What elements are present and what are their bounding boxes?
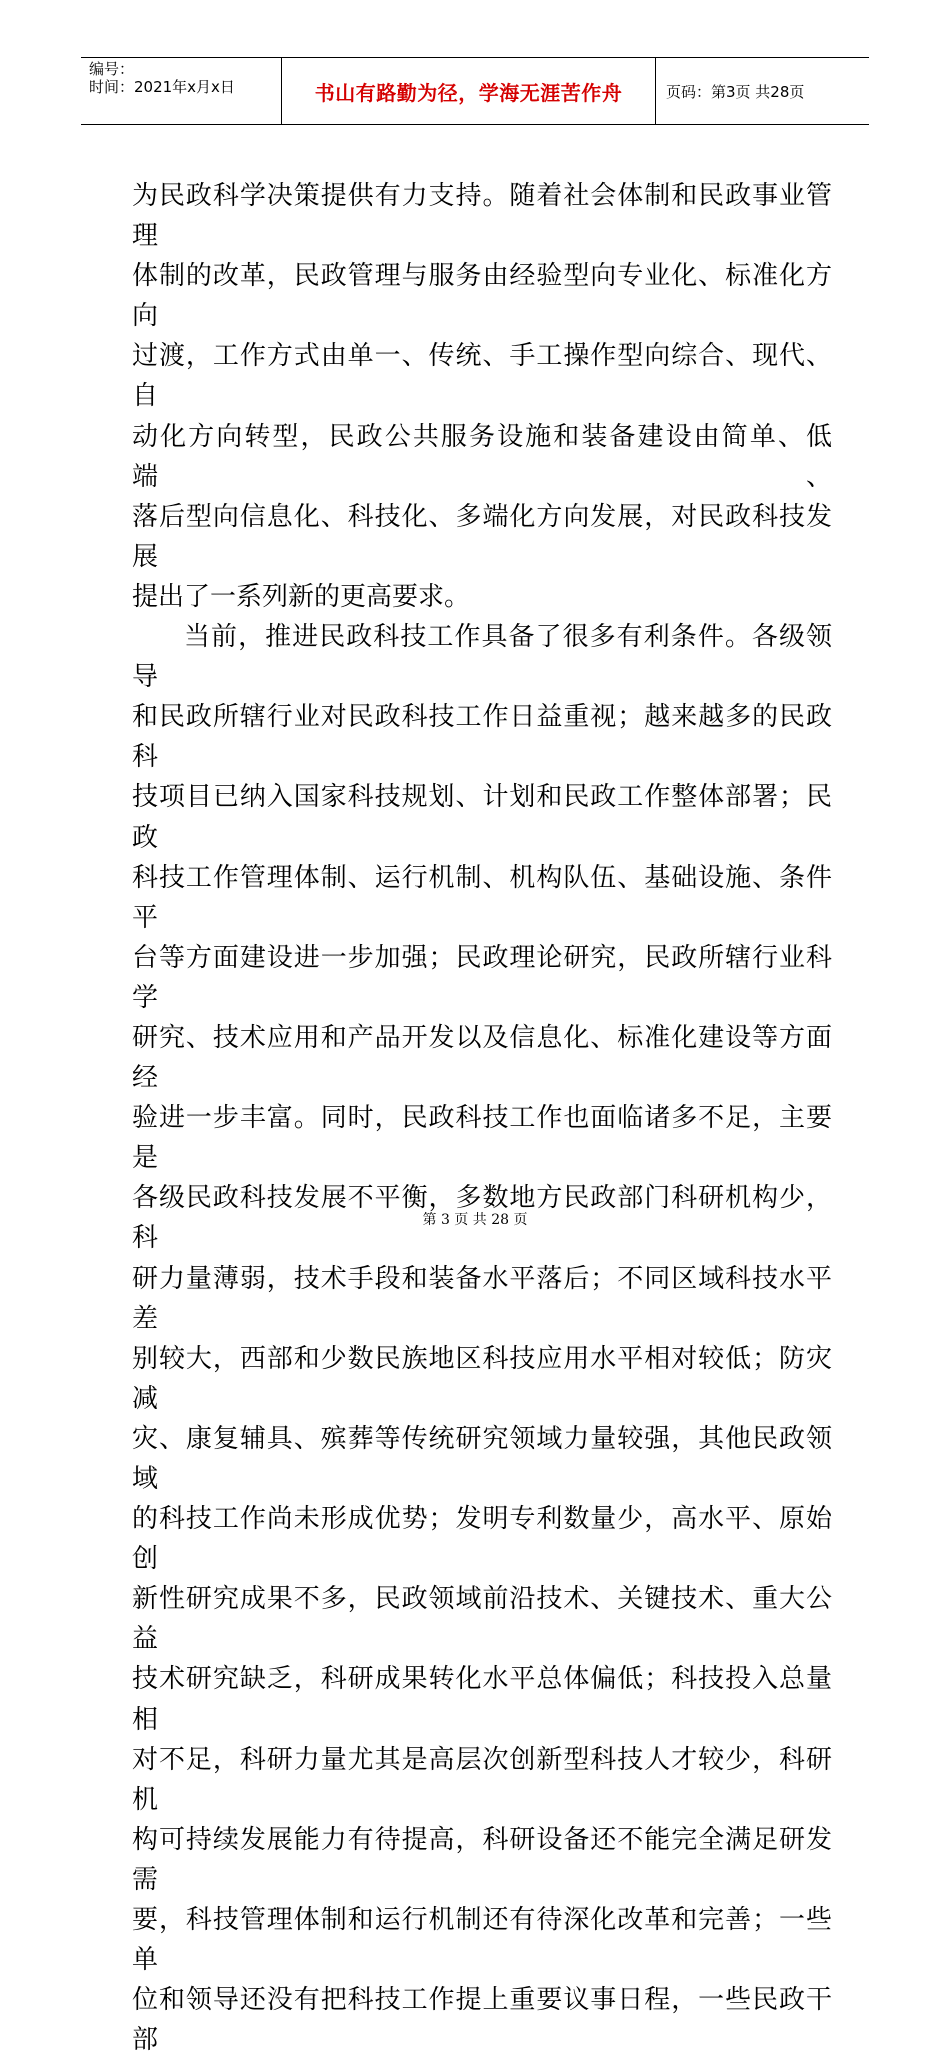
body-line: 各级民政科技发展不平衡，多数地方民政部门科研机构少，科 xyxy=(132,1183,832,1254)
body-line: 别较大，西部和少数民族地区科技应用水平相对较低；防灾减 xyxy=(132,1343,832,1414)
body-line: 要，科技管理体制和运行机制还有待深化改革和完善；一些单 xyxy=(132,1905,832,1976)
header-motto: 书山有路勤为径，学海无涯苦作舟 xyxy=(282,58,656,124)
document-time-label: 时间：2021年x月x日 xyxy=(89,78,235,96)
body-line: 研究、技术应用和产品开发以及信息化、标准化建设等方面经 xyxy=(132,1022,832,1094)
body-line: 新性研究成果不多，民政领域前沿技术、关键技术、重大公益 xyxy=(132,1584,832,1655)
page-header xyxy=(81,57,869,125)
body-line: 技项目已纳入国家科技规划、计划和民政工作整体部署；民政 xyxy=(132,782,832,853)
body-line: 和民政所辖行业对民政科技工作日益重视；越来越多的民政科 xyxy=(132,702,832,773)
body-line: 研力量薄弱，技术手段和装备水平落后；不同区域科技水平差 xyxy=(132,1263,832,1334)
body-line: 构可持续发展能力有待提高，科研设备还不能完全满足研发需 xyxy=(132,1824,832,1895)
body-line: 对不足，科研力量尤其是高层次创新型科技人才较少，科研机 xyxy=(132,1744,832,1815)
body-line: 位和领导还没有把科技工作提上重要议事日程，一些民政干部 xyxy=(132,1985,832,2056)
body-line: 台等方面建设进一步加强；民政理论研究，民政所辖行业科学 xyxy=(132,942,832,1013)
header-meta xyxy=(81,58,282,124)
body-line: 提出了一系列新的更高要求。 xyxy=(132,581,471,612)
header-page-number: 页码：第3页 共28页 xyxy=(666,82,805,101)
body-line: 验进一步丰富。同时，民政科技工作也面临诸多不足，主要是 xyxy=(132,1103,832,1174)
page-footer: 第 3 页 共 28 页 xyxy=(422,1212,528,1228)
body-line: 技术研究缺乏，科研成果转化水平总体偏低；科技投入总量相 xyxy=(132,1664,832,1735)
document-body xyxy=(132,176,832,2060)
body-line: 体制的改革，民政管理与服务由经验型向专业化、标准化方向 xyxy=(132,261,832,332)
body-line: 落后型向信息化、科技化、多端化方向发展，对民政科技发展 xyxy=(132,501,832,572)
body-line: 科技工作管理体制、运行机制、机构队伍、基础设施、条件平 xyxy=(132,862,832,933)
body-line: 当前，推进民政科技工作具备了很多有利条件。各级领导 xyxy=(132,622,832,693)
body-line: 的科技工作尚未形成优势；发明专利数量少，高水平、原始创 xyxy=(132,1504,832,1575)
body-line: 灾、康复辅具、殡葬等传统研究领域力量较强，其他民政领域 xyxy=(132,1423,832,1494)
document-number-label: 编号： xyxy=(89,60,135,78)
body-line: 为民政科学决策提供有力支持。随着社会体制和民政事业管理 xyxy=(132,181,832,252)
body-line: 动化方向转型，民政公共服务设施和装备建设由简单、低端、 xyxy=(132,421,832,492)
body-line: 过渡，工作方式由单一、传统、手工操作型向综合、现代、自 xyxy=(132,341,832,412)
